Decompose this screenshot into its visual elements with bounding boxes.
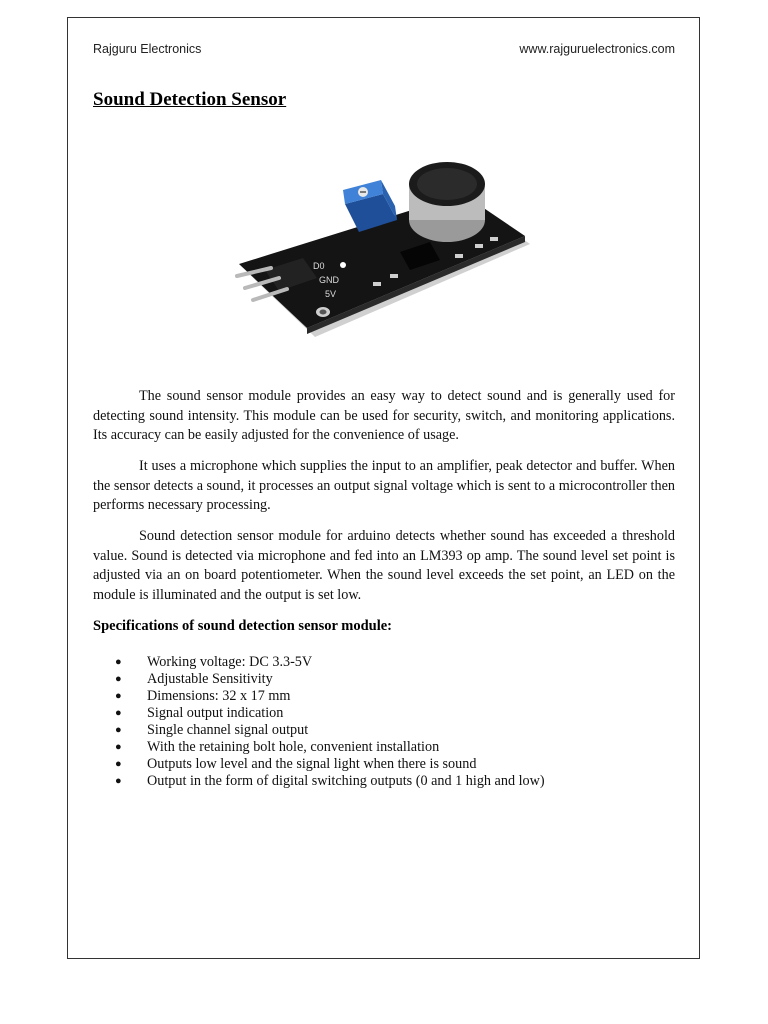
list-item: ● Signal output indication xyxy=(115,705,284,721)
sensor-module-illustration xyxy=(225,142,545,352)
paragraph-intro: The sound sensor module provides an easy way to detect sound and is generally used for detecting sound intensity. This module can be used for security, switch, and monitoring applications. Its accuracy can be easily adjusted for the convenience of usage. xyxy=(93,388,675,443)
bullet-icon: ● xyxy=(115,690,122,702)
bullet-icon: ● xyxy=(115,758,122,770)
list-item: ● Output in the form of digital switching outputs (0 and 1 high and low) xyxy=(115,773,545,789)
header-company: Rajguru Electronics xyxy=(93,42,202,56)
pin-label-d0: D0 xyxy=(313,261,325,271)
bullet-icon: ● xyxy=(115,656,122,668)
bullet-icon: ● xyxy=(115,741,122,753)
bullet-icon: ● xyxy=(115,673,122,685)
specs-heading: Specifications of sound detection sensor module: xyxy=(93,618,393,634)
paragraph-threshold: Sound detection sensor module for arduino detects whether sound has exceeded a threshold value. Sound is detected via microphone and fed into an LM393 op amp. The sound level set point is adjusted via an on board potentiometer. When the sound level exceeds the set point, an LED on the module is illuminated and the output is set low. xyxy=(93,528,675,603)
list-item: ● Adjustable Sensitivity xyxy=(115,671,273,687)
specs-list xyxy=(93,654,653,790)
paragraph-microphone: It uses a microphone which supplies the input to an amplifier, peak detector and buffer. When the sensor detects a sound, it processes an output signal voltage which is sent to a microcontroller then performs necessary processing. xyxy=(93,458,675,513)
pin-label-gnd: GND xyxy=(319,275,339,285)
list-item: ● Outputs low level and the signal light when there is sound xyxy=(115,756,477,772)
list-item: ● With the retaining bolt hole, convenient installation xyxy=(115,739,440,755)
list-item: ● Single channel signal output xyxy=(115,722,309,738)
bullet-icon: ● xyxy=(115,707,122,719)
bullet-icon: ● xyxy=(115,775,122,787)
pin-label-5v: 5V xyxy=(325,289,337,299)
page-title: Sound Detection Sensor xyxy=(93,89,287,110)
header-website: www.rajguruelectronics.com xyxy=(519,42,675,56)
sensor-module-image xyxy=(225,142,545,352)
list-item: ● Dimensions: 32 x 17 mm xyxy=(115,688,291,704)
list-item: ● Working voltage: DC 3.3-5V xyxy=(115,654,313,670)
led xyxy=(340,262,346,268)
bullet-icon: ● xyxy=(115,724,122,736)
